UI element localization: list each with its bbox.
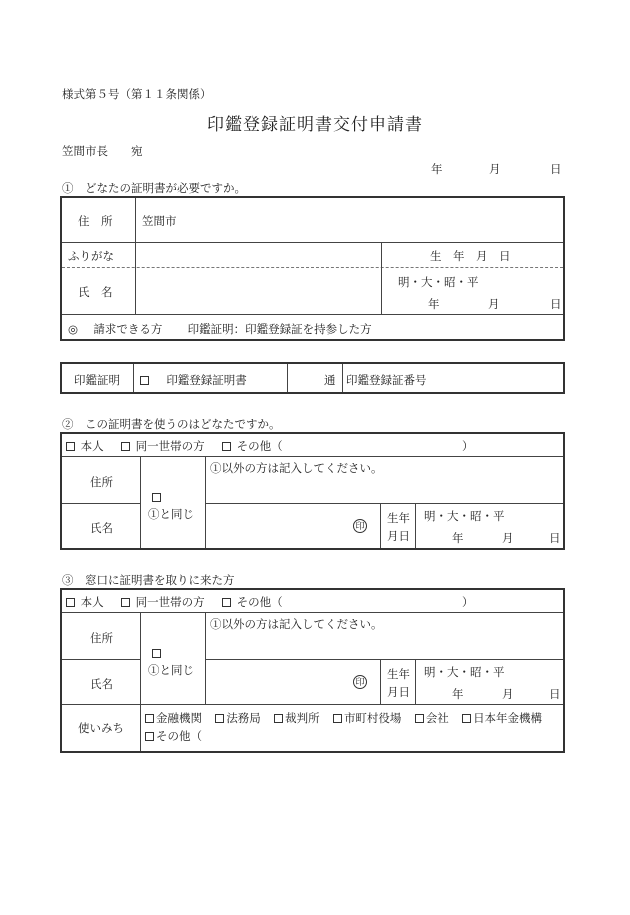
address-label: 住 所 bbox=[78, 214, 113, 228]
opt-other-close: ） bbox=[462, 595, 474, 609]
eligibility-label: 請求できる方 bbox=[93, 322, 163, 336]
birth-label-line2: 月日 bbox=[387, 685, 410, 699]
date-year-label: 年 bbox=[431, 162, 443, 176]
purpose-checkbox-company[interactable] bbox=[415, 714, 424, 723]
copies-unit: 通 bbox=[324, 373, 336, 387]
opt-other-close: ） bbox=[462, 439, 474, 453]
purpose-municipal-office: 市町村役場 bbox=[343, 711, 402, 725]
cert-name: 印鑑登録証明書 bbox=[166, 373, 247, 387]
card-number-label: 印鑑登録証番号 bbox=[346, 373, 427, 387]
birth-label-line2: 月日 bbox=[387, 529, 410, 543]
address-field[interactable] bbox=[210, 474, 560, 500]
name-field[interactable] bbox=[210, 662, 360, 700]
certificate-row bbox=[60, 362, 565, 394]
form-number: 様式第５号（第１１条関係） bbox=[62, 87, 212, 101]
same-as-1-label: ①と同じ bbox=[148, 507, 194, 521]
address-field[interactable] bbox=[210, 630, 560, 656]
other-checkbox[interactable] bbox=[222, 598, 231, 607]
fill-note: ①以外の方は記入してください。 bbox=[210, 617, 383, 631]
purpose-bank: 金融機関 bbox=[156, 711, 202, 725]
name-field[interactable] bbox=[210, 506, 360, 544]
birth-month-label: 月 bbox=[488, 297, 500, 311]
address-value[interactable]: 笠間市 bbox=[142, 214, 177, 228]
other-checkbox[interactable] bbox=[222, 442, 231, 451]
same-as-1-label: ①と同じ bbox=[148, 663, 194, 677]
birth-year-label: 年 bbox=[452, 687, 464, 701]
name-label: 氏名 bbox=[90, 521, 113, 535]
birth-label-line1: 生年 bbox=[387, 667, 410, 681]
furigana-field[interactable] bbox=[140, 244, 378, 264]
seal-icon: 印 bbox=[353, 675, 367, 689]
section2-heading: ② この証明書を使うのはどなたですか。 bbox=[62, 417, 281, 431]
era-options[interactable]: 明・大・昭・平 bbox=[424, 665, 505, 679]
self-checkbox[interactable] bbox=[66, 442, 75, 451]
era-options[interactable]: 明・大・昭・平 bbox=[424, 509, 505, 523]
eligibility-text: 印鑑証明：印鑑登録証を持参した方 bbox=[187, 322, 372, 336]
date-day-label: 日 bbox=[550, 162, 562, 176]
name-label: 氏 名 bbox=[78, 285, 113, 299]
same-as-1-checkbox[interactable] bbox=[152, 649, 161, 658]
opt-other-label: その他（ bbox=[236, 595, 283, 609]
fill-note: ①以外の方は記入してください。 bbox=[210, 461, 383, 475]
purpose-court: 裁判所 bbox=[285, 711, 320, 725]
birth-month-label: 月 bbox=[502, 687, 514, 701]
section1-heading: ① どなたの証明書が必要ですか。 bbox=[62, 181, 246, 195]
purpose-label: 使いみち bbox=[78, 721, 124, 735]
purpose-company: 会社 bbox=[425, 711, 449, 725]
household-checkbox[interactable] bbox=[121, 598, 130, 607]
birth-label-line1: 生年 bbox=[387, 511, 410, 525]
birth-year-label: 年 bbox=[428, 297, 440, 311]
cert-checkbox[interactable] bbox=[140, 376, 149, 385]
seal-icon: 印 bbox=[353, 519, 367, 533]
addressee: 笠間市長 宛 bbox=[62, 144, 143, 158]
era-options[interactable]: 明・大・昭・平 bbox=[398, 275, 479, 289]
purpose-other: その他（ bbox=[156, 729, 202, 743]
name-label: 氏名 bbox=[90, 677, 113, 691]
cert-label: 印鑑証明 bbox=[74, 373, 120, 387]
purpose-checkbox-bank[interactable] bbox=[145, 714, 154, 723]
birth-date-header: 生 年 月 日 bbox=[430, 249, 511, 263]
opt-household-label: 同一世帯の方 bbox=[135, 595, 205, 609]
name-field[interactable] bbox=[140, 270, 378, 310]
self-checkbox[interactable] bbox=[66, 598, 75, 607]
birth-day-label: 日 bbox=[550, 297, 562, 311]
birth-day-label: 日 bbox=[549, 531, 561, 545]
household-checkbox[interactable] bbox=[121, 442, 130, 451]
double-circle-icon: ◎ bbox=[68, 322, 79, 336]
purpose-pension: 日本年金機構 bbox=[473, 711, 543, 725]
birth-month-label: 月 bbox=[502, 531, 514, 545]
section1-table bbox=[60, 196, 565, 341]
section3-heading: ③ 窓口に証明書を取りに来た方 bbox=[62, 573, 235, 587]
purpose-checkbox-legal-affairs[interactable] bbox=[215, 714, 224, 723]
purpose-checkbox-other[interactable] bbox=[145, 732, 154, 741]
opt-self-label: 本人 bbox=[80, 439, 104, 453]
birth-year-label: 年 bbox=[452, 531, 464, 545]
opt-other-label: その他（ bbox=[236, 439, 283, 453]
purpose-checkbox-pension[interactable] bbox=[462, 714, 471, 723]
purpose-checkbox-municipal-office[interactable] bbox=[333, 714, 342, 723]
page-title: 印鑑登録証明書交付申請書 bbox=[207, 115, 423, 135]
section3-table bbox=[60, 588, 565, 753]
date-month-label: 月 bbox=[489, 162, 501, 176]
opt-household-label: 同一世帯の方 bbox=[135, 439, 205, 453]
birth-day-label: 日 bbox=[549, 687, 561, 701]
purpose-checkbox-court[interactable] bbox=[274, 714, 283, 723]
opt-self-label: 本人 bbox=[80, 595, 104, 609]
furigana-label: ふりがな bbox=[68, 249, 114, 263]
address-label: 住所 bbox=[90, 475, 113, 489]
same-as-1-checkbox[interactable] bbox=[152, 493, 161, 502]
address-label: 住所 bbox=[90, 631, 113, 645]
purpose-options bbox=[145, 710, 542, 726]
purpose-legal-affairs: 法務局 bbox=[226, 711, 261, 725]
section2-table bbox=[60, 432, 565, 550]
